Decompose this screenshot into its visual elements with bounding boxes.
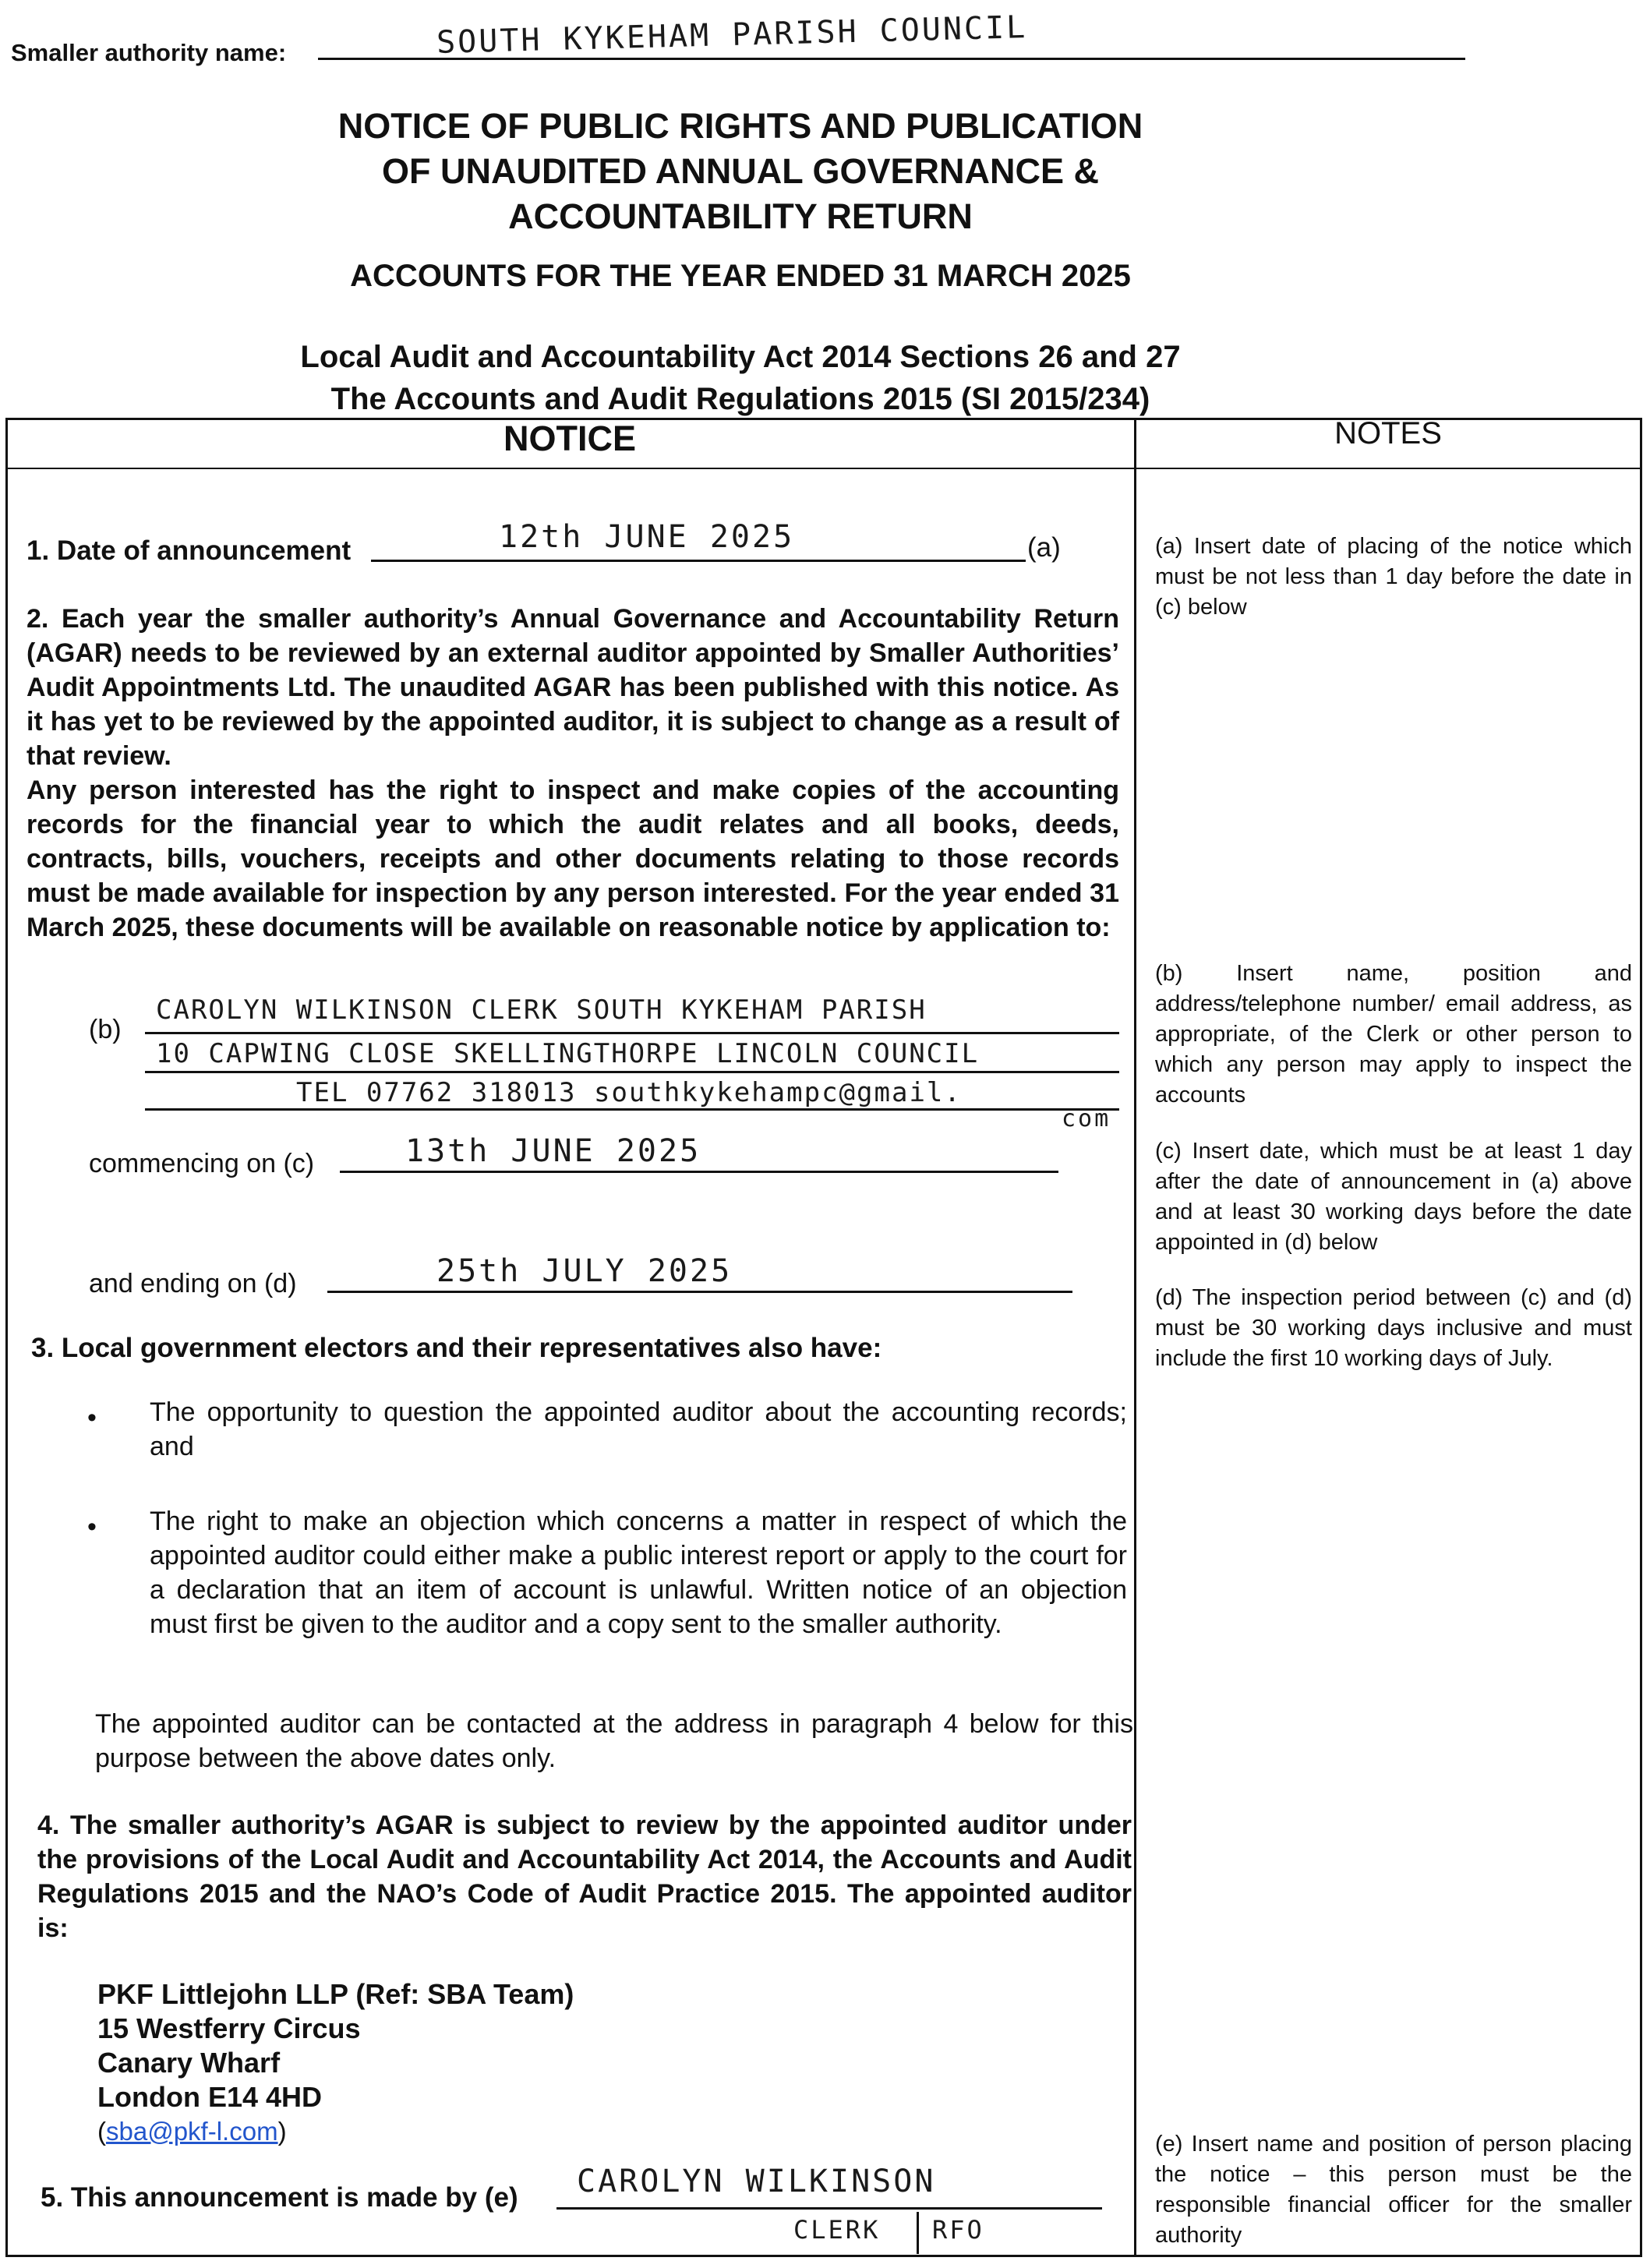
section-4-text: 4. The smaller authority’s AGAR is subject to review by the appointed auditor under the provisions of the Local Audit and Accountability Act 2014, the Accounts and Audit Regulations 2015 and the NAO’s Code of Audit Practice 2015. The appointed auditor is: [37,1811,1132,1943]
note-d: (d) The inspection period between (c) and (d) must be 30 working days inclusive and must include the first 10 working days of July. [1155,1285,1632,1371]
note-e: (e) Insert name and position of person placing the notice – this person must be the responsible financial officer for the smaller authority [1155,2132,1632,2248]
announcement-role-rfo: RFO [932,2215,984,2245]
date-of-announcement-suffix: (a) [1027,532,1061,563]
title-line-3: ACCOUNTABILITY RETURN [508,196,973,236]
bullet-1-symbol: • [87,1403,97,1433]
address-line-2: 10 CAPWING CLOSE SKELLINGTHORPE LINCOLN COUNCIL [156,1038,980,1069]
notice-column-header: NOTICE [503,419,636,458]
auditor-email-link[interactable]: sba@pkf-l.com [106,2117,278,2146]
bullet-2-text: The right to make an objection which concerns a matter in respect of which the appointed auditor could either make a public interest report or apply to the court for a declaration that an item of account is unlawful. Written notice of an objection must first be given to the auditor and a copy sent to the smaller authority. [150,1507,1127,1639]
note-c: (c) Insert date, which must be at least 1 day after the date of announcement in (a) above and at least 30 working days before the date appointed in (d) below [1155,1139,1632,1255]
email-paren-open: ( [97,2117,106,2146]
announcement-made-by-label: 5. This announcement is made by (e) [41,2182,518,2213]
address-line-4: com [1062,1105,1111,1132]
auditor-address-line-1: PKF Littlejohn LLP (Ref: SBA Team) [97,1978,574,2010]
title-line-1: NOTICE OF PUBLIC RIGHTS AND PUBLICATION [337,106,1143,146]
authority-name-value: SOUTH KYKEHAM PARISH COUNCIL [436,9,1028,61]
note-a: (a) Insert date of placing of the notice which must be not less than 1 day before the date in (c) below [1155,534,1632,620]
date-of-announcement-line [371,560,1026,562]
address-line-3: TEL 07762 318013 southkykehampc@gmail. [296,1077,962,1108]
ending-on-label: and ending on (d) [89,1269,297,1298]
date-of-announcement-value: 12th JUNE 2025 [499,519,795,555]
role-separator [917,2212,919,2254]
act-heading: Local Audit and Accountability Act 2014 Sections 26 and 27 [300,340,1181,374]
ending-on-line [327,1291,1072,1293]
commencing-on-label: commencing on (c) [89,1149,315,1178]
bullet-2-symbol: • [87,1512,97,1542]
authority-name-label: Smaller authority name: [11,39,287,66]
address-b-label: (b) [89,1015,122,1044]
section-2-paragraph-1: 2. Each year the smaller authority’s Annual Governance and Accountability Return (AGAR) needs to be reviewed by an external auditor appointed by Smaller Authorities’ Audit Appointments Ltd. The unaudited AGAR has been published with this notice. As it has yet to be reviewed by the appointed auditor, it is subject to change as a result of that review. [26,604,1119,771]
announcement-made-by-line [556,2207,1102,2210]
authority-name-line [318,58,1465,60]
column-divider [1134,418,1136,2257]
address-underline-1 [145,1032,1119,1034]
section-2-paragraph-2: Any person interested has the right to inspect and make copies of the accounting records for the financial year to which the audit relates and all books, deeds, contracts, bills, vouchers, receipts and other documents relating to those records must be made available for inspection by any person interested. For the year ended 31 March 2025, these documents will be available on reasonable notice by application to: [26,775,1119,942]
commencing-on-value: 13th JUNE 2025 [405,1133,701,1169]
section-3-heading: 3. Local government electors and their representatives also have: [31,1333,882,1363]
announcement-made-by-value: CAROLYN WILKINSON [577,2164,936,2199]
address-line-1: CAROLYN WILKINSON CLERK SOUTH KYKEHAM PARISH [156,994,927,1026]
email-paren-close: ) [277,2117,287,2146]
address-underline-2 [145,1071,1119,1073]
address-underline-3 [145,1108,1119,1111]
auditor-address-line-2: 15 Westferry Circus [97,2012,361,2044]
auditor-email-wrapper [97,2117,287,2146]
ending-on-value: 25th JULY 2025 [436,1253,733,1289]
auditor-address-line-3: Canary Wharf [97,2047,281,2079]
notes-column-header: NOTES [1334,416,1442,450]
date-of-announcement-label: 1. Date of announcement [26,535,352,566]
announcement-role-clerk: CLERK [793,2215,881,2245]
auditor-address-line-4: London E14 4HD [97,2081,323,2113]
accounts-year-heading: ACCOUNTS FOR THE YEAR ENDED 31 MARCH 2025 [350,259,1131,293]
commencing-on-line [340,1171,1058,1173]
title-line-2: OF UNAUDITED ANNUAL GOVERNANCE & [381,151,1100,191]
bullet-1-text: The opportunity to question the appointed auditor about the accounting records; and [150,1397,1127,1461]
header-row-rule [5,468,1642,469]
regulations-heading: The Accounts and Audit Regulations 2015 (SI 2015/234) [330,382,1150,416]
section-3-closing: The appointed auditor can be contacted at the address in paragraph 4 below for this purpose between the above dates only. [95,1709,1133,1773]
section-2-text [26,602,1119,945]
note-b: (b) Insert name, position and address/telephone number/ email address, as appropriate, of the Clerk or other person to which any person may apply to inspect the accounts [1155,961,1632,1108]
